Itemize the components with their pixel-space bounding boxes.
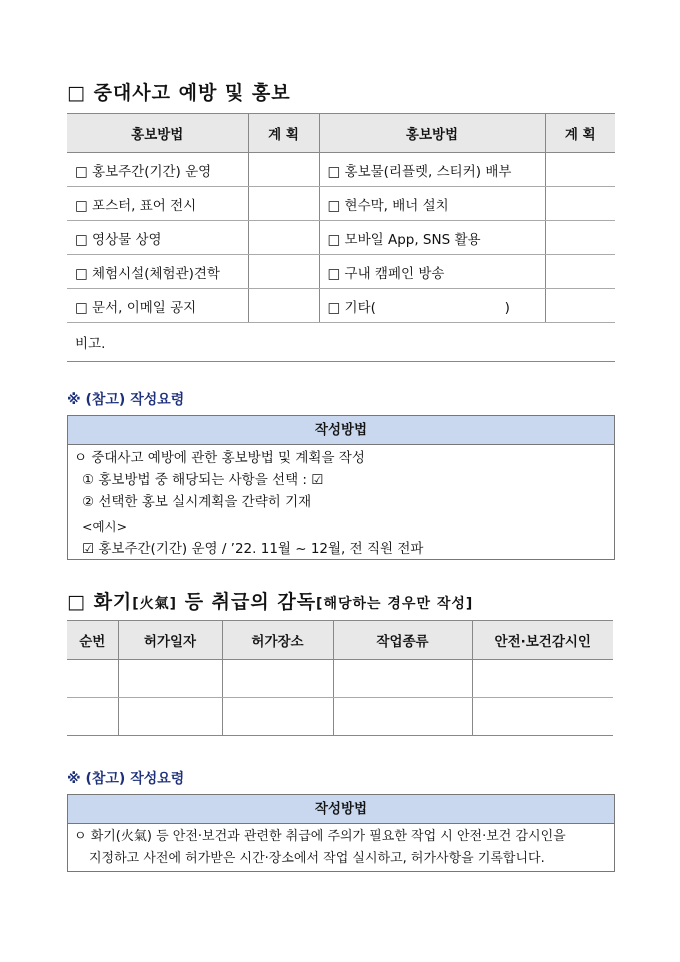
header-permit-place: 허가장소	[222, 621, 333, 660]
title-main: □ 화기	[67, 591, 133, 613]
title-mid: 등 취급의 감독	[177, 591, 317, 613]
plan-cell[interactable]	[248, 221, 319, 255]
table-cell[interactable]	[472, 698, 613, 736]
plan-cell[interactable]	[545, 221, 615, 255]
method-cell: □ 홍보물(리플렛, 스티커) 배부	[319, 153, 545, 187]
plan-cell[interactable]	[248, 289, 319, 323]
guide-example-label: <예시>	[82, 519, 128, 534]
table-row	[67, 221, 615, 255]
header-permit-date: 허가일자	[118, 621, 222, 660]
table-row	[67, 255, 615, 289]
table-row	[67, 698, 613, 736]
table-cell[interactable]	[222, 698, 333, 736]
plan-cell[interactable]	[545, 187, 615, 221]
plan-cell[interactable]	[545, 153, 615, 187]
plan-cell[interactable]	[545, 255, 615, 289]
promotion-plan-table	[67, 113, 615, 362]
header-no: 순번	[67, 621, 118, 660]
method-cell: □ 체험시설(체험관)견학	[67, 255, 248, 289]
method-cell: □ 기타( )	[319, 289, 545, 323]
remark-cell[interactable]: 비고.	[67, 323, 615, 362]
table-cell[interactable]	[67, 698, 118, 736]
plan-cell[interactable]	[545, 289, 615, 323]
guide-example-line: ☑ 홍보주간(기간) 운영 / ’22. 11월 ~ 12월, 전 직원 전파	[82, 541, 424, 557]
header-method: 홍보방법	[67, 114, 248, 153]
table-header-row	[67, 621, 613, 660]
guide-line: ㅇ 중대사고 예방에 관한 홍보방법 및 계획을 작성	[74, 450, 365, 466]
guide-line: ① 홍보방법 중 해당되는 사항을 선택 : ☑	[82, 472, 324, 488]
plan-cell[interactable]	[248, 153, 319, 187]
table-row	[67, 660, 613, 698]
plan-cell[interactable]	[248, 255, 319, 289]
reference-title: ※ (참고) 작성요령	[67, 771, 185, 787]
writing-guide-box	[67, 415, 615, 560]
table-cell[interactable]	[333, 660, 472, 698]
writing-guide-box	[67, 794, 615, 872]
header-work-type: 작업종류	[333, 621, 472, 660]
table-cell[interactable]	[67, 660, 118, 698]
table-header-row	[67, 114, 615, 153]
title-note: [해당하는 경우만 작성]	[316, 596, 474, 612]
method-cell: □ 모바일 App, SNS 활용	[319, 221, 545, 255]
table-cell[interactable]	[118, 698, 222, 736]
header-plan: 계 획	[545, 114, 615, 153]
table-cell[interactable]	[118, 660, 222, 698]
header-safety-monitor: 안전·보건감시인	[472, 621, 613, 660]
table-row	[67, 153, 615, 187]
table-cell[interactable]	[222, 660, 333, 698]
plan-cell[interactable]	[248, 187, 319, 221]
fire-work-permit-table	[67, 620, 613, 736]
method-cell: □ 구내 캠페인 방송	[319, 255, 545, 289]
remark-row	[67, 323, 615, 362]
header-method: 홍보방법	[319, 114, 545, 153]
section-title-accident-prevention: □ 중대사고 예방 및 홍보	[67, 82, 291, 104]
method-cell: □ 포스터, 표어 전시	[67, 187, 248, 221]
method-cell: □ 영상물 상영	[67, 221, 248, 255]
guide-line: ㅇ 화기(火氣) 등 안전·보건과 관련한 취급에 주의가 필요한 작업 시 안전·보건 감시인을	[74, 829, 566, 844]
table-cell[interactable]	[333, 698, 472, 736]
guide-header: 작성방법	[68, 795, 614, 824]
reference-title: ※ (참고) 작성요령	[67, 392, 185, 408]
table-row	[67, 289, 615, 323]
title-hanja: [火氣]	[132, 596, 178, 612]
guide-line: ② 선택한 홍보 실시계획을 간략히 기재	[82, 494, 312, 510]
section-title-fire-work-supervision	[67, 587, 473, 614]
method-cell: □ 현수막, 배너 설치	[319, 187, 545, 221]
header-plan: 계 획	[248, 114, 319, 153]
guide-line: 지정하고 사전에 허가받은 시간·장소에서 작업 실시하고, 허가사항을 기록합니다.	[89, 851, 545, 866]
guide-header: 작성방법	[68, 416, 614, 445]
table-row	[67, 187, 615, 221]
method-cell: □ 문서, 이메일 공지	[67, 289, 248, 323]
table-cell[interactable]	[472, 660, 613, 698]
method-cell: □ 홍보주간(기간) 운영	[67, 153, 248, 187]
